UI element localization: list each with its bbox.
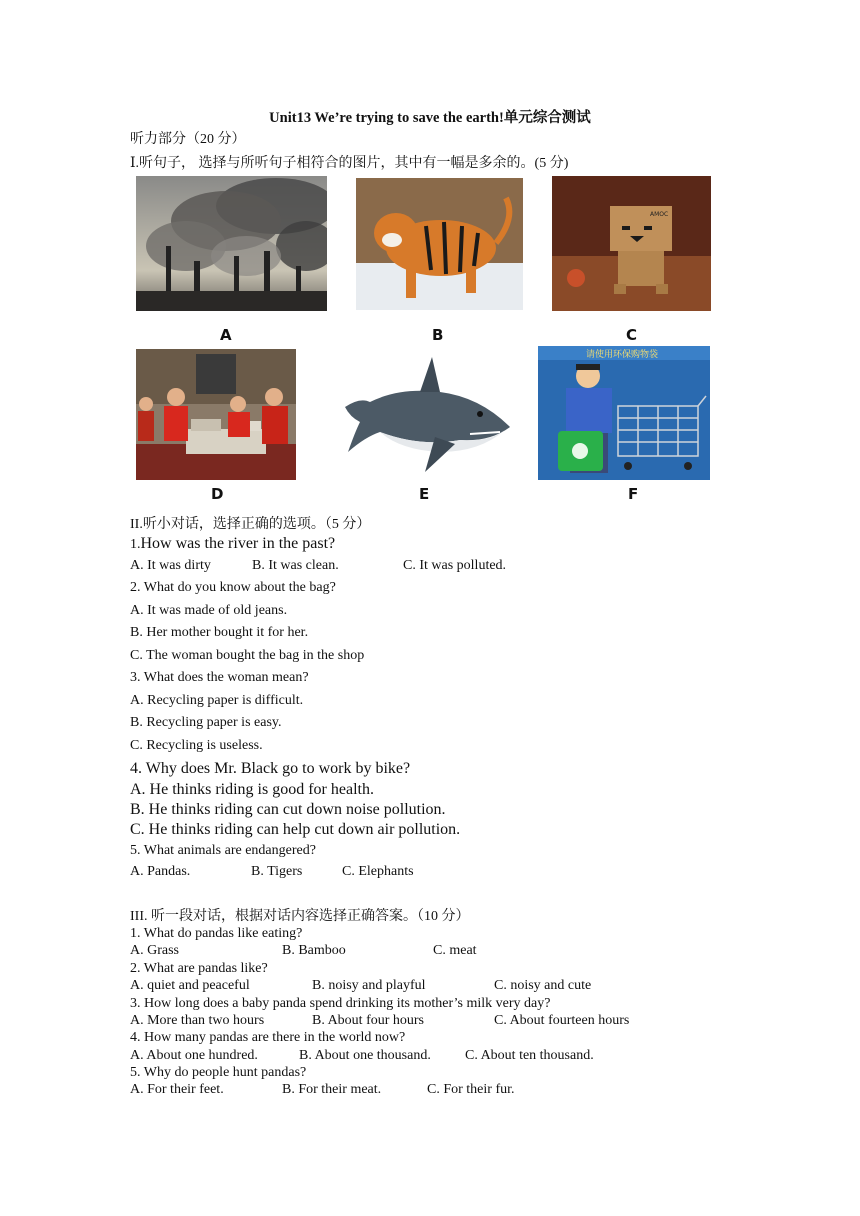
- picture-label-b: B: [432, 326, 444, 344]
- picture-label-d: D: [211, 485, 224, 503]
- factory-smoke-picture: [136, 176, 327, 311]
- s3-q2-option-c: C. noisy and cute: [494, 978, 592, 993]
- green-shopping-bag-picture: [538, 346, 710, 480]
- section2-instruction: II.听小对话，选择正确的选项。（5 分）: [130, 517, 371, 532]
- s2-q5-option-c: C. Elephants: [342, 864, 414, 879]
- s2-q1-option-a: A. It was dirty: [130, 558, 211, 573]
- shark-picture: [340, 352, 515, 478]
- s2-q5-options: [0, 864, 860, 882]
- box-text: AMOC: [650, 211, 669, 218]
- s3-q4-options: [0, 1048, 860, 1066]
- s3-q1: 1. What do pandas like eating?: [130, 926, 303, 941]
- s2-q1-option-b: B. It was clean.: [252, 558, 339, 573]
- cardboard-box-robot-picture: [552, 176, 711, 311]
- s3-q3: 3. How long does a baby panda spend drinking its mother’s milk very day?: [130, 996, 551, 1011]
- s3-q3-option-a: A. More than two hours: [130, 1013, 265, 1028]
- s2-q5: 5. What animals are endangered?: [130, 843, 316, 858]
- picture-label-f: F: [628, 485, 639, 503]
- students-recycling-paper-picture: [136, 349, 296, 480]
- s2-q3-option-a: A. Recycling paper is difficult.: [130, 693, 304, 708]
- s3-q5-option-b: B. For their meat.: [282, 1082, 382, 1097]
- banner-text: 请使用环保购物袋: [586, 350, 659, 360]
- s3-q1-option-a: A. Grass: [130, 943, 179, 958]
- s3-q2-option-a: A. quiet and peaceful: [130, 978, 250, 993]
- s2-q2-option-a: A. It was made of old jeans.: [130, 603, 288, 618]
- s3-q5-option-a: A. For their feet.: [130, 1082, 224, 1097]
- s3-q1-option-c: C. meat: [433, 943, 477, 958]
- s3-q4-option-b: B. About one thousand.: [299, 1048, 431, 1063]
- s3-q5-options: [0, 1082, 860, 1100]
- s3-q2: 2. What are pandas like?: [130, 961, 268, 976]
- s2-q5-option-b: B. Tigers: [251, 864, 303, 879]
- s2-q3-option-c: C. Recycling is useless.: [130, 738, 263, 753]
- s3-q5-option-c: C. For their fur.: [427, 1082, 515, 1097]
- tiger-picture: [356, 178, 523, 310]
- picture-label-a: A: [220, 326, 232, 344]
- s2-q2: 2. What do you know about the bag?: [130, 580, 336, 595]
- s2-q2-option-c: C. The woman bought the bag in the shop: [130, 648, 365, 663]
- s2-q1-num: 1.: [130, 537, 141, 552]
- s3-q3-option-b: B. About four hours: [312, 1013, 424, 1028]
- picture-label-c: C: [626, 326, 638, 344]
- section3-instruction: III. 听一段对话，根据对话内容选择正确答案。（10 分）: [130, 909, 470, 924]
- s2-q4-option-c: C. He thinks riding can help cut down air pollution.: [130, 821, 461, 838]
- s2-q1-text: How was the river in the past?: [140, 535, 336, 552]
- page-title: Unit13 We’re trying to save the earth!单元综合测试: [269, 110, 591, 126]
- s2-q2-option-b: B. Her mother bought it for her.: [130, 625, 309, 640]
- s2-q1-options: [0, 558, 860, 576]
- s2-q5-option-a: A. Pandas.: [130, 864, 191, 879]
- s3-q1-option-b: B. Bamboo: [282, 943, 346, 958]
- s3-q4: 4. How many pandas are there in the world now?: [130, 1030, 406, 1045]
- s2-q4-option-a: A. He thinks riding is good for health.: [130, 781, 374, 798]
- section1-instruction: Ⅰ.听句子， 选择与所听句子相符合的图片，其中有一幅是多余的。(5 分): [130, 156, 569, 171]
- s2-q3-option-b: B. Recycling paper is easy.: [130, 715, 282, 730]
- s2-q4-option-b: B. He thinks riding can cut down noise pollution.: [130, 801, 446, 818]
- s2-q1-option-c: C. It was polluted.: [403, 558, 507, 573]
- s2-q4: 4. Why does Mr. Black go to work by bike?: [130, 760, 411, 777]
- s2-q1: [130, 535, 335, 553]
- s3-q5: 5. Why do people hunt pandas?: [130, 1065, 307, 1080]
- s3-q4-option-c: C. About ten thousand.: [465, 1048, 594, 1063]
- s3-q3-options: [0, 1013, 860, 1031]
- s3-q4-option-a: A. About one hundred.: [130, 1048, 258, 1063]
- s3-q3-option-c: C. About fourteen hours: [494, 1013, 630, 1028]
- listening-header: 听力部分（20 分）: [130, 132, 246, 147]
- picture-label-e: E: [419, 485, 430, 503]
- s3-q2-option-b: B. noisy and playful: [312, 978, 426, 993]
- s2-q3: 3. What does the woman mean?: [130, 670, 309, 685]
- s3-q1-options: [0, 943, 860, 961]
- s3-q2-options: [0, 978, 860, 996]
